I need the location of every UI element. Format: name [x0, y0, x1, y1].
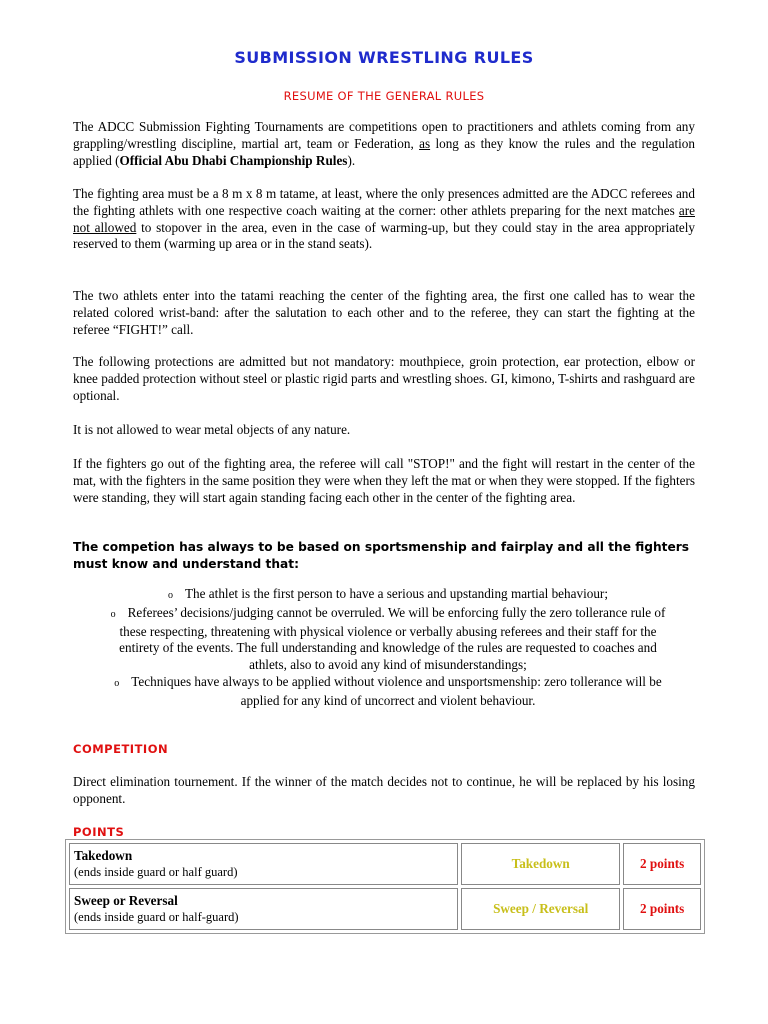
bullet-glyph: o [110, 608, 116, 620]
rules-bullet-list [110, 586, 666, 710]
metal-paragraph: It is not allowed to wear metal objects of any nature. [73, 422, 351, 437]
points-heading: POINTS [73, 825, 125, 839]
document-title: SUBMISSION WRESTLING RULES [234, 48, 534, 67]
points-value-cell: 2 points [623, 843, 701, 885]
bullet-glyph: o [168, 590, 173, 601]
list-item: o Techniques have always to be applied without violence and unsportsmenship: zero tollerance will be applied for any kind of uncorrect and violent behaviour. [114, 673, 662, 708]
technique-label-cell: Sweep / Reversal [461, 888, 620, 930]
intro-paragraph: The ADCC Submission Fighting Tournaments are competitions open to practitioners and athlets coming from any grappling/wrestling discipline, martial art, team or Federation, as long as they know the rules and the regulation applied (Official Abu Dhabi Championship Rules). [73, 119, 695, 168]
points-table [65, 839, 705, 934]
table-row [69, 888, 701, 930]
competition-heading: COMPETITION [73, 742, 169, 756]
sportsmanship-statement: The competion has always to be based on sportsmenship and fairplay and all the fighters must know and understand that: [73, 540, 690, 571]
document-subtitle: RESUME OF THE GENERAL RULES [283, 89, 485, 103]
technique-cell: Sweep or Reversal (ends inside guard or half-guard) [69, 888, 458, 930]
table-row [69, 843, 701, 885]
protections-paragraph: The following protections are admitted but not mandatory: mouthpiece, groin protection, ear protection, elbow or knee padded protection without steel or plastic rigid parts and wrestling shoes. GI, kimono, T-shirts and rashguard are optional. [73, 354, 695, 403]
technique-cell: Takedown (ends inside guard or half guard) [69, 843, 458, 885]
technique-label-cell: Takedown [461, 843, 620, 885]
competition-paragraph: Direct elimination tournement. If the winner of the match decides not to continue, he will be replaced by his losing opponent. [73, 774, 695, 806]
points-value-cell: 2 points [623, 888, 701, 930]
fighting-area-paragraph: The fighting area must be a 8 m x 8 m tatame, at least, where the only presences admitted are the ADCC referees and the fighting athlets with one respective coach waiting at the corner: other athlets preparing for the next matches are not allowed to stopover in the area, even in the case of warming-up, but they could stay in the area appropriately reserved to them (warming up area or in the stand seats). [73, 186, 695, 252]
out-of-area-paragraph: If the fighters go out of the fighting area, the referee will call "STOP!" and the fight will restart in the center of the mat, with the fighters in the same position they were when they left the mat or when they were stopped. If the fighters were standing, they will start again standing facing each other in the center of the fighting area. [73, 456, 695, 505]
bullet-glyph: o [114, 677, 120, 689]
list-item: o The athlet is the first person to have a serious and upstanding martial behaviour; [168, 586, 608, 601]
entry-paragraph: The two athlets enter into the tatami reaching the center of the fighting area, the first one called has to wear the related colored wrist-band: after the salutation to each other and to the referee, they can start the fighting at the referee “FIGHT!” call. [73, 288, 695, 337]
list-item: o Referees’ decisions/judging cannot be overruled. We will be enforcing fully the zero tollerance rule of these respecting, threatening with physical violence or verbally abusing referees and their staff for the entirety of the events. The full understanding and knowledge of the rules are requested to coaches and athlets, also to avoid any kind of misunderstandings; [110, 604, 666, 673]
